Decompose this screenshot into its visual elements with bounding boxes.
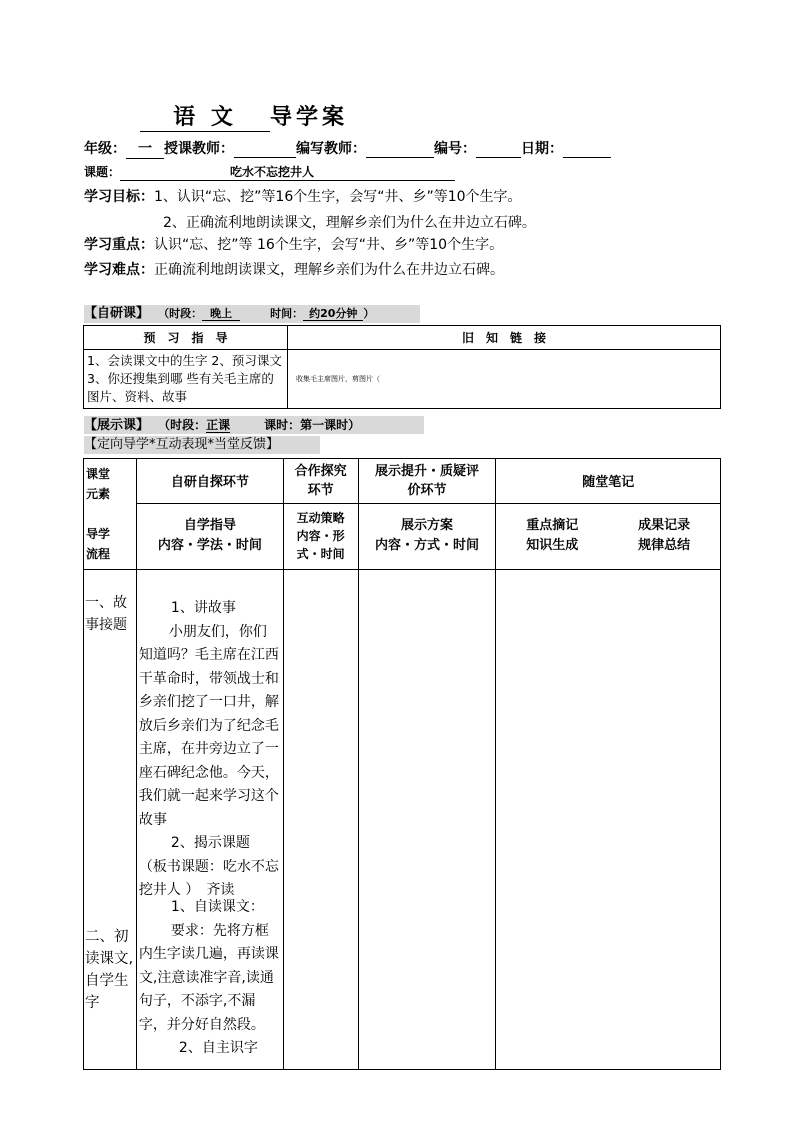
content-requirement: 要求：先将方框内生字读几遍，再读课文,注意读准字音,读通句子，不添字,不漏字，并分好自然段。 [138, 922, 279, 1033]
header-coop: 合作探究 环节 [283, 459, 358, 504]
content-self-read: 1、自读课文： [170, 899, 264, 915]
date-label: 日期： [521, 141, 563, 157]
step-2: 二、初读课文,自学生字 [85, 929, 134, 1011]
content-story-text: 小朋友们，你们知道吗？毛主席在江西干革命时，带领战士和乡亲们挖了一口井，解放后乡亲们为了纪念毛主席，在井旁边立了一座石碑纪念他。今天，我们就一起来学习这个故事 [138, 623, 279, 828]
header-line [84, 138, 611, 159]
show-period-value: 正课 [206, 418, 231, 432]
topic-line [84, 163, 455, 181]
lesson-table [83, 458, 721, 1070]
key-notes-label: 重点摘记 知识生成 [526, 518, 579, 554]
step-1: 一、故事接题 [85, 595, 127, 633]
content-reveal-title: 2、揭示课题 [170, 835, 250, 851]
grade-label: 年级： [84, 141, 126, 157]
notes-content[interactable] [496, 570, 721, 1070]
time-close: ） [363, 307, 375, 320]
content-self-literacy: 2、自主识字 [178, 1040, 258, 1056]
element-label: 课堂 元素 [86, 467, 111, 501]
flow-label: 导学 流程 [86, 527, 111, 561]
period-value: 晚上 [202, 307, 240, 321]
show-lesson-bar [84, 416, 424, 434]
motto-bar: 【定向导学*互动表现*当堂反馈】 [84, 436, 320, 454]
editor-label: 编写教师： [296, 141, 366, 157]
difficulty-text: 正确流利地朗读课文，理解乡亲们为什么在井边立石碑。 [154, 262, 504, 278]
flow-column [84, 570, 137, 1070]
lesson-label: 课时：第一课时） [264, 418, 361, 432]
preview-guide-text: 1、会读课文中的生字 2、预习课文 3、你还搜集到哪 些有关毛主席的图片、资料、故事 [84, 350, 288, 409]
date-field[interactable] [563, 141, 611, 158]
period-label: （时段： [158, 307, 203, 320]
goal-item-2: 2、正确流利地朗读课文，理解乡亲们为什么在井边立石碑。 [163, 215, 536, 231]
self-study-bar [84, 305, 420, 323]
self-study-title: 【自研课】 [84, 306, 150, 321]
key-label: 学习重点： [84, 237, 154, 253]
goals-label: 学习目标： [84, 189, 154, 205]
time-label: 时间： [270, 307, 304, 320]
teacher-field[interactable] [234, 141, 296, 158]
sub-self-guide: 自学指导 内容・学法・时间 [136, 503, 283, 569]
self-guide-content [136, 570, 283, 1070]
header-self-explore: 自研自探环节 [136, 459, 283, 504]
key-line [84, 234, 503, 254]
subject-name: 语 文 [140, 100, 270, 132]
grade-value: 一 [126, 138, 164, 159]
col-preview-guide: 预 习 指 导 [84, 326, 288, 350]
doc-type: 导学案 [270, 105, 349, 130]
difficulty-line [84, 259, 504, 279]
goals-line-1 [84, 186, 522, 206]
key-text: 认识“忘、挖”等 16个生字，会写“井、乡”等10个生字。 [154, 237, 504, 253]
page-title [140, 100, 348, 132]
number-label: 编号： [434, 141, 476, 157]
header-show: 展示提升・质疑评 价环节 [358, 459, 496, 504]
show-period-label: （时段： [158, 418, 207, 432]
show-lesson-title: 【展示课】 [84, 418, 150, 433]
goal-item-1: 1、认识“忘、挖”等16个生字，会写“井、乡”等10个生字。 [154, 189, 522, 205]
header-element-flow [84, 459, 137, 570]
content-board-title: （板书课题：吃水不忘挖井人 ） 齐读 [138, 858, 279, 898]
teacher-label: 授课教师： [164, 141, 234, 157]
content-tell-story: 1、讲故事 [170, 600, 236, 616]
topic-value: 吃水不忘挖井人 [120, 163, 455, 181]
time-value: 约20分钟 [303, 307, 363, 321]
header-notes: 随堂笔记 [496, 459, 721, 504]
editor-field[interactable] [366, 141, 434, 158]
number-field[interactable] [476, 141, 521, 158]
sub-strategy: 互动策略 内容・形 式・时间 [283, 503, 358, 569]
self-study-table [83, 325, 721, 409]
knowledge-link-text: 收集毛主席图片，剪图片（ [288, 350, 721, 409]
topic-label: 课题： [84, 165, 121, 179]
col-knowledge-link: 旧 知 链 接 [288, 326, 721, 350]
difficulty-label: 学习难点： [84, 262, 154, 278]
coop-content[interactable] [283, 570, 358, 1070]
show-content[interactable] [358, 570, 496, 1070]
result-record-label: 成果记录 规律总结 [638, 518, 691, 554]
sub-show-plan: 展示方案 内容・方式・时间 [358, 503, 496, 569]
sub-notes [496, 503, 721, 569]
